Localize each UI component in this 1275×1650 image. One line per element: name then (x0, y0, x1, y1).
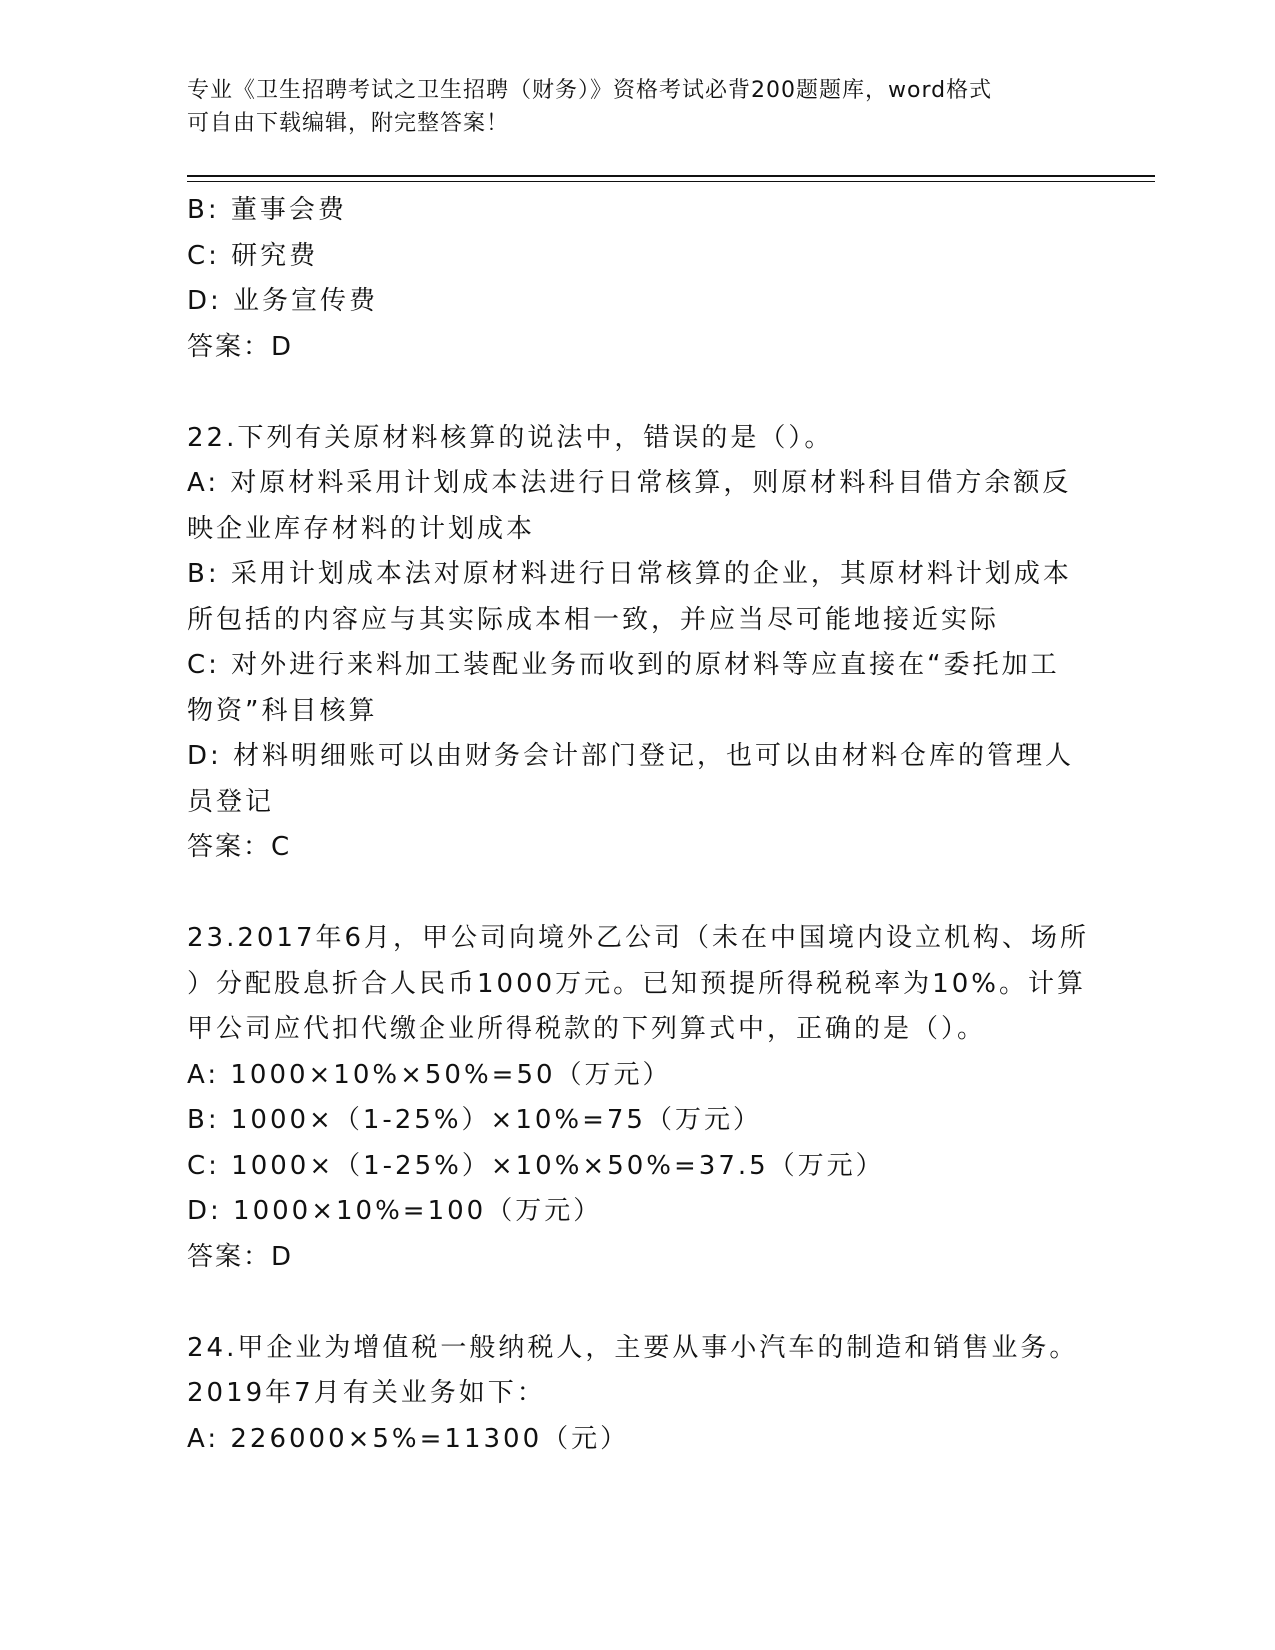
q24-stem-line-1: 24.甲企业为增值税一般纳税人，主要从事小汽车的制造和销售业务。 (187, 1332, 1079, 1363)
page-header (187, 74, 1087, 140)
question-24 (187, 1326, 1087, 1463)
header-divider-thin (187, 181, 1155, 182)
q21-option-b: B: 董事会费 (187, 195, 347, 225)
q21-option-c: C: 研究费 (187, 240, 319, 271)
q23-option-d: D: 1000×10%=100（万元） (187, 1196, 603, 1226)
spacer (187, 871, 1087, 917)
header-line-2: 可自由下载编辑，附完整答案！ (187, 111, 510, 136)
q23-option-c: C: 1000×（1-25%）×10%×50%=37.5（万元） (187, 1150, 885, 1181)
q24-stem-line-2: 2019年7月有关业务如下： (187, 1378, 546, 1408)
q21-option-d: D: 业务宣传费 (187, 286, 379, 316)
spacer (187, 370, 1087, 416)
header-divider-thick (187, 175, 1155, 177)
q22-stem: 22.下列有关原材料核算的说法中，错误的是（）。 (187, 422, 834, 453)
q22-option-d-line-1: D: 材料明细账可以由财务会计部门登记，也可以由材料仓库的管理人 (187, 741, 1075, 771)
q23-option-a: A: 1000×10%×50%=50（万元） (187, 1059, 672, 1090)
header-line-1: 专业《卫生招聘考试之卫生招聘（财务）》资格考试必背200题题库，word格式 (187, 78, 993, 103)
document-body (187, 188, 1090, 1462)
q23-stem-line-2: ）分配股息折合人民币1000万元。已知预提所得税税率为10%。计算 (187, 968, 1086, 999)
question-21-fragment (187, 188, 1087, 370)
q23-stem-line-1: 23.2017年6月，甲公司向境外乙公司（未在中国境内设立机构、场所 (187, 923, 1090, 953)
spacer (187, 1280, 1087, 1326)
q21-answer: 答案：D (187, 331, 294, 362)
q22-option-a-line-2: 映企业库存材料的计划成本 (187, 513, 536, 544)
q22-answer: 答案：C (187, 832, 292, 862)
q22-option-a-line-1: A: 对原材料采用计划成本法进行日常核算，则原材料科目借方余额反 (187, 468, 1072, 498)
q23-stem-line-3: 甲公司应代扣代缴企业所得税款的下列算式中，正确的是（）。 (187, 1014, 987, 1044)
q22-option-c-line-2: 物资”科目核算 (187, 695, 378, 726)
q24-option-a: A: 226000×5%=11300（元） (187, 1423, 630, 1454)
question-22 (187, 416, 1087, 871)
q22-option-b-line-1: B: 采用计划成本法对原材料进行日常核算的企业，其原材料计划成本 (187, 559, 1072, 589)
q23-option-b: B: 1000×（1-25%）×10%=75（万元） (187, 1105, 762, 1135)
question-23 (187, 916, 1090, 1280)
q23-answer: 答案：D (187, 1241, 294, 1272)
q22-option-d-line-2: 员登记 (187, 786, 275, 817)
q22-option-c-line-1: C: 对外进行来料加工装配业务而收到的原材料等应直接在“委托加工 (187, 650, 1060, 680)
q22-option-b-line-2: 所包括的内容应与其实际成本相一致，并应当尽可能地接近实际 (187, 604, 1000, 635)
